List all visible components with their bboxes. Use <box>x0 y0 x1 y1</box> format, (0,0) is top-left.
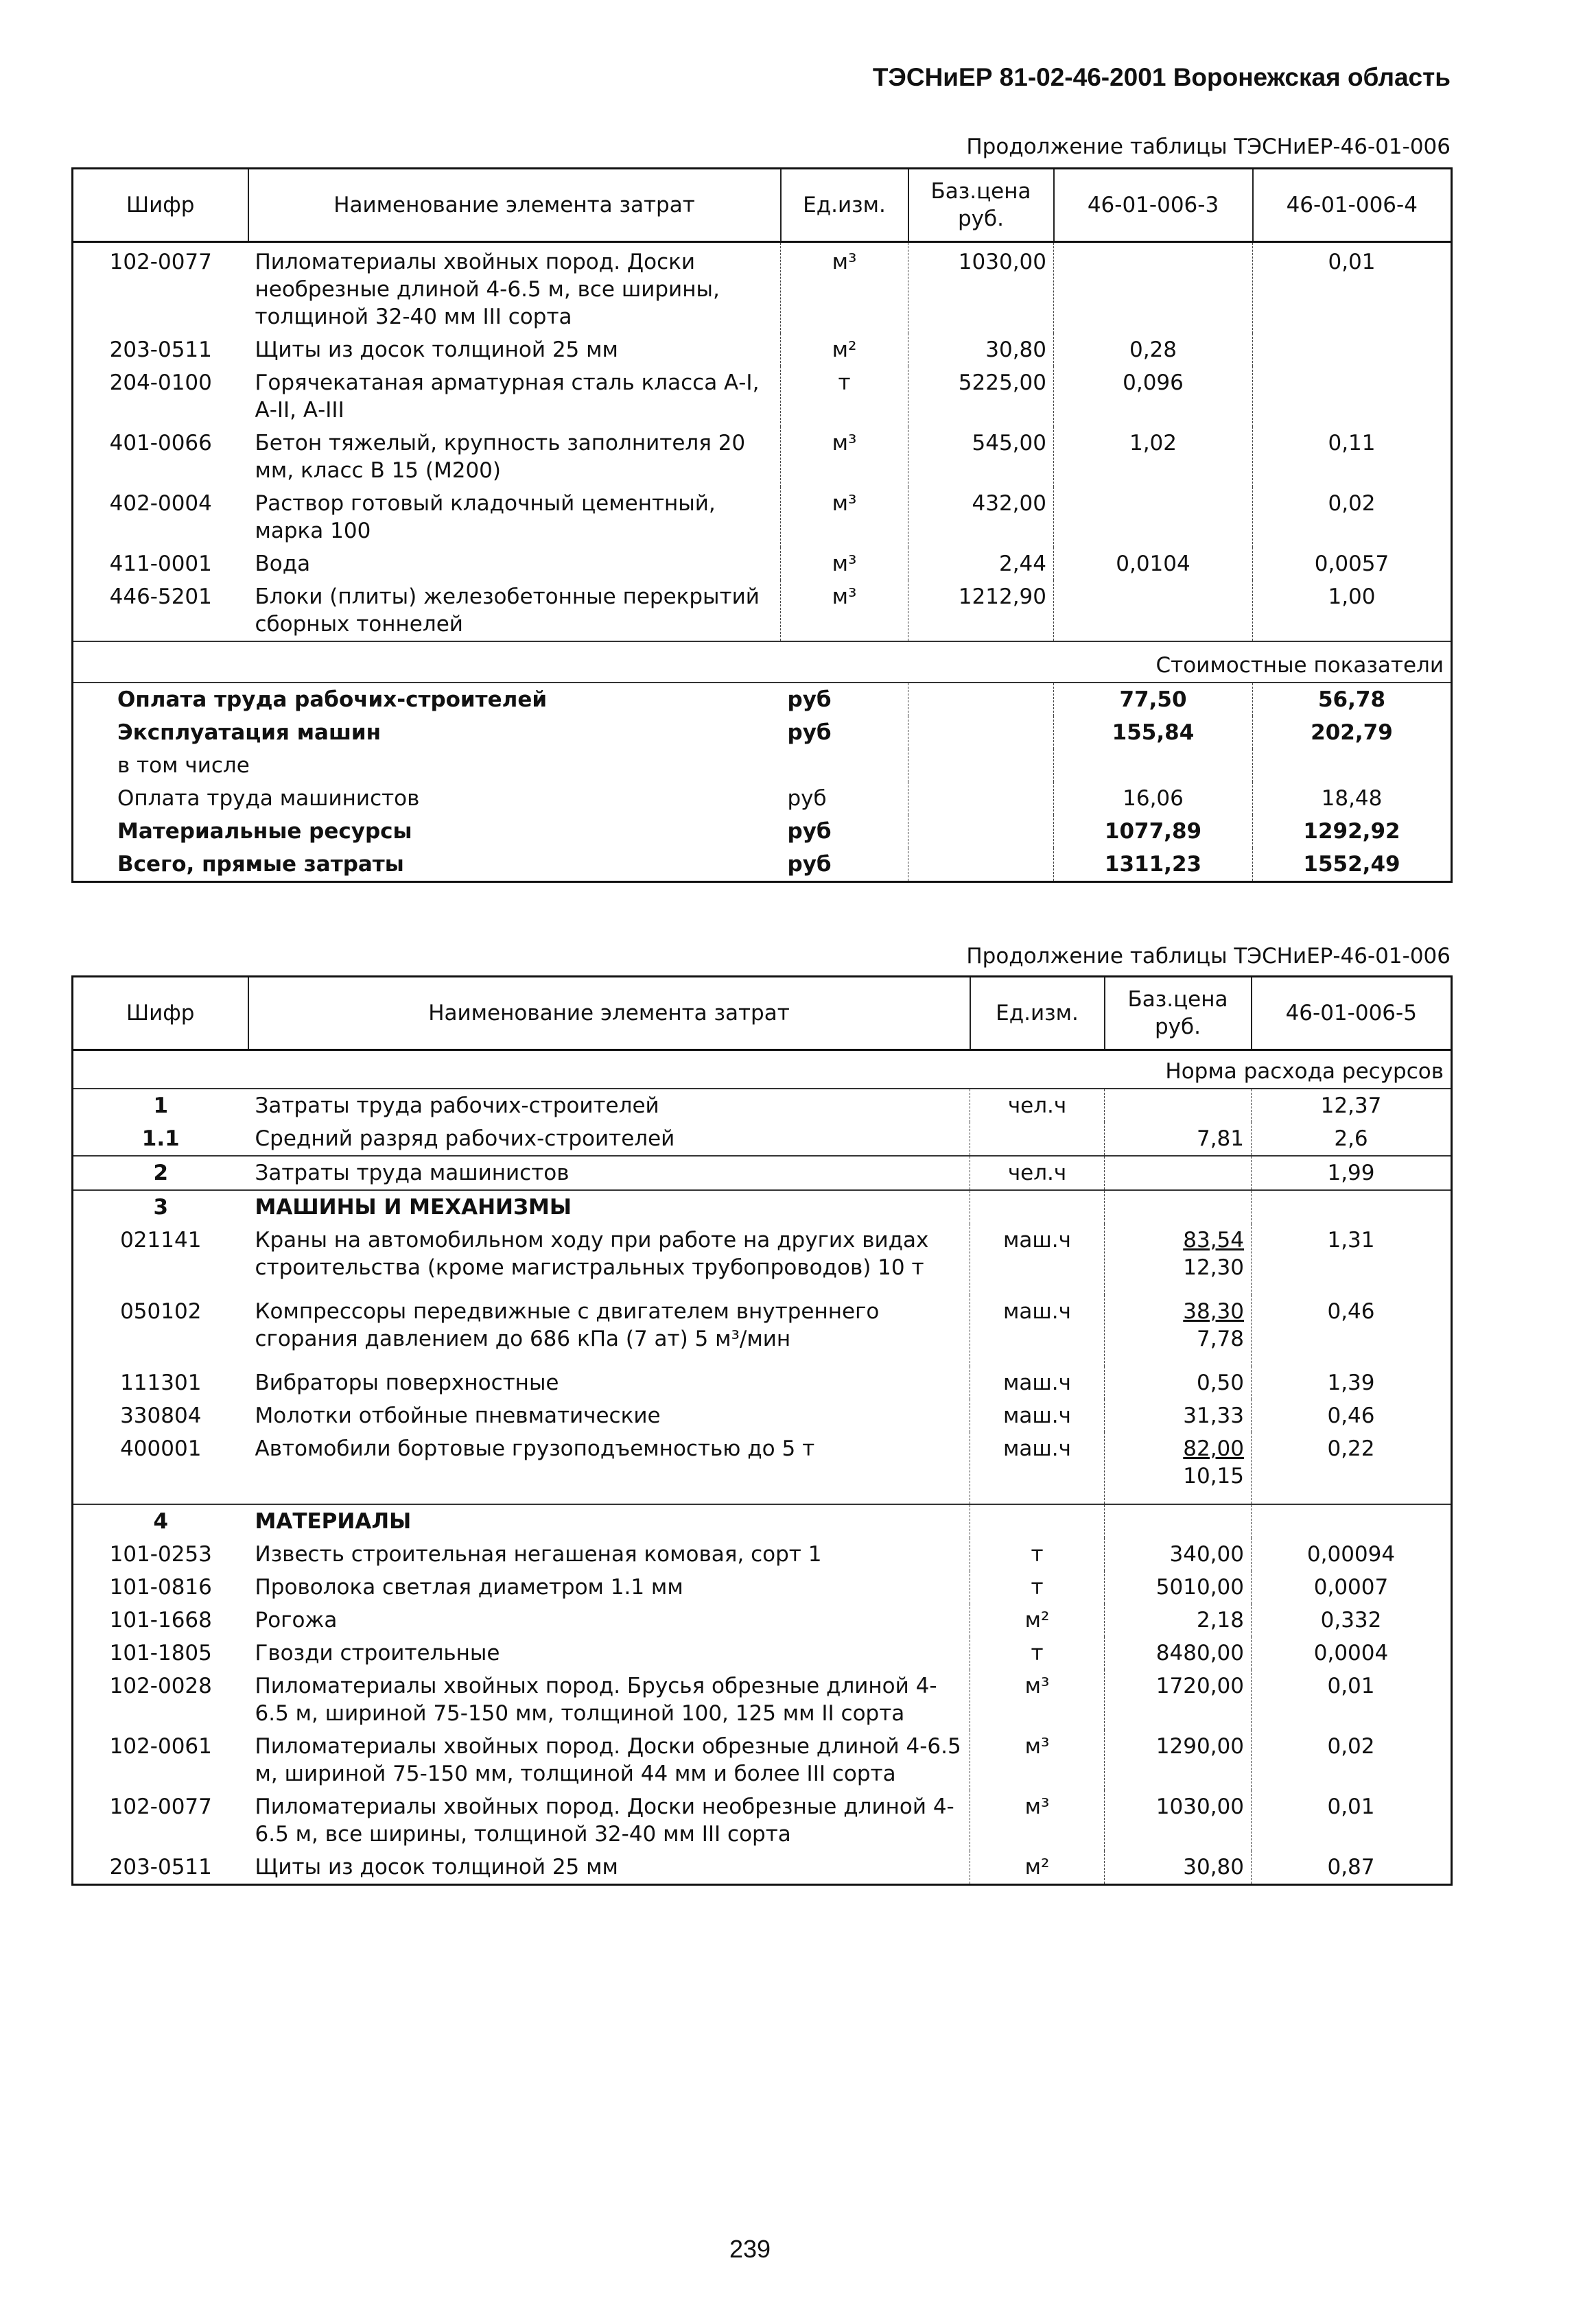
summary-row <box>73 716 1452 749</box>
resource-code: 3 <box>73 1190 248 1224</box>
unit: маш.ч <box>970 1432 1105 1504</box>
resource-code: 111301 <box>120 1371 202 1395</box>
base-price <box>1105 1432 1252 1504</box>
summary-46-01-006-4: 1552,49 <box>1303 852 1400 877</box>
base-price-value: 8480,00 <box>1155 1641 1244 1665</box>
table-row <box>73 1538 1452 1571</box>
base-price-value: 83,54 <box>1183 1228 1244 1253</box>
resource-name: Компрессоры передвижные с двигателем внутреннего сгорания давлением до 686 кПа (7 ат) 5 м³/мин <box>248 1295 970 1366</box>
norm-46-01-006-5: 0,01 <box>1327 1794 1375 1819</box>
base-price <box>1105 1504 1252 1538</box>
base-price-value: 1720,00 <box>1155 1674 1244 1698</box>
base-price: 432,00 <box>908 487 1054 547</box>
base-price-value: 5010,00 <box>1155 1575 1244 1600</box>
unit: т <box>781 366 908 427</box>
norm-46-01-006-5: 1,31 <box>1327 1228 1375 1253</box>
base-price-value: 0,50 <box>1196 1371 1244 1395</box>
norm-46-01-006-5: 0,0004 <box>1313 1641 1389 1665</box>
resource-code: 101-1805 <box>109 1641 212 1665</box>
unit <box>970 1504 1105 1538</box>
unit: м³ <box>970 1790 1105 1851</box>
base-price: 5225,00 <box>908 366 1054 427</box>
unit: маш.ч <box>970 1224 1105 1295</box>
summary-row <box>73 749 1452 782</box>
summary-unit: руб <box>781 683 908 716</box>
resource-code: 2 <box>73 1156 248 1190</box>
resource-code: 101-0253 <box>109 1542 212 1567</box>
resource-code: 102-0077 <box>109 1794 212 1819</box>
norm-46-01-006-5: 0,01 <box>1327 1674 1375 1698</box>
col-header-unit: Ед.изм. <box>781 169 908 242</box>
summary-46-01-006-3: 16,06 <box>1054 782 1253 815</box>
resource-code: 4 <box>73 1504 248 1538</box>
unit: м³ <box>781 427 908 487</box>
norm-46-01-006-4: 0,11 <box>1328 431 1376 455</box>
summary-46-01-006-3 <box>1054 749 1253 782</box>
summary-46-01-006-4: 202,79 <box>1311 720 1393 745</box>
section-row <box>73 641 1452 683</box>
table-row <box>73 1670 1452 1730</box>
resource-name: Раствор готовый кладочный цементный, марка 100 <box>248 487 781 547</box>
base-price-wage-value: 10,15 <box>1183 1464 1244 1489</box>
col-header-46-01-006-4: 46-01-006-4 <box>1253 169 1452 242</box>
norm-46-01-006-3: 0,0104 <box>1054 547 1253 580</box>
resource-name: Молотки отбойные пневматические <box>248 1399 970 1432</box>
norm-46-01-006-5: 0,46 <box>1327 1299 1375 1324</box>
table-row <box>73 1637 1452 1670</box>
resource-name: Пиломатериалы хвойных пород. Доски необрезные длиной 4-6.5 м, все ширины, толщиной 32-40 мм III сорта <box>248 242 781 334</box>
unit: м³ <box>781 487 908 547</box>
summary-unit: руб <box>781 716 908 749</box>
unit: м³ <box>781 580 908 641</box>
table-row <box>73 1366 1452 1399</box>
col-header-46-01-006-3: 46-01-006-3 <box>1054 169 1253 242</box>
table-row <box>73 366 1452 427</box>
unit: м³ <box>970 1670 1105 1730</box>
summary-empty <box>908 683 1054 716</box>
unit: м³ <box>970 1730 1105 1790</box>
unit: чел.ч <box>970 1089 1105 1122</box>
table-row <box>73 1571 1452 1604</box>
base-price <box>1105 1089 1252 1122</box>
base-price-value: 1290,00 <box>1155 1734 1244 1759</box>
norm-46-01-006-5 <box>1252 1504 1452 1538</box>
page-number: 239 <box>729 2235 771 2263</box>
table-row <box>73 1224 1452 1295</box>
resource-code: 400001 <box>120 1436 202 1461</box>
col-header-name: Наименование элемента затрат <box>248 977 970 1050</box>
norm-46-01-006-3: 0,096 <box>1054 366 1253 427</box>
unit: м³ <box>781 242 908 334</box>
resource-name: Средний разряд рабочих-строителей <box>248 1122 970 1156</box>
resource-name: Пиломатериалы хвойных пород. Доски необрезные длиной 4-6.5 м, все ширины, толщиной 32-40 мм III сорта <box>248 1790 970 1851</box>
table-row <box>73 1089 1452 1122</box>
summary-label: Оплата труда машинистов <box>117 786 420 811</box>
base-price: 545,00 <box>908 427 1054 487</box>
norm-46-01-006-5: 0,87 <box>1327 1855 1375 1880</box>
resource-code: 401-0066 <box>109 431 212 455</box>
norm-46-01-006-3 <box>1054 580 1253 641</box>
resource-code: 402-0004 <box>109 491 212 516</box>
base-price-value: 30,80 <box>1183 1855 1244 1880</box>
summary-empty <box>908 815 1054 848</box>
norm-46-01-006-5: 1,39 <box>1327 1371 1375 1395</box>
table-row <box>73 242 1452 334</box>
base-price <box>1105 1156 1252 1190</box>
resource-code: 203-0511 <box>109 1855 212 1880</box>
summary-46-01-006-4: 18,48 <box>1321 786 1383 811</box>
col-header-name: Наименование элемента затрат <box>248 169 781 242</box>
resource-name: Блоки (плиты) железобетонные перекрытий сборных тоннелей <box>248 580 781 641</box>
norm-46-01-006-5 <box>1252 1190 1452 1224</box>
resource-code: 101-0816 <box>109 1575 212 1600</box>
summary-unit: руб <box>781 848 908 882</box>
base-price-value: 38,30 <box>1183 1299 1244 1324</box>
section-label: Стоимостные показатели <box>73 641 1452 683</box>
norm-46-01-006-3: 0,28 <box>1054 333 1253 366</box>
resource-code: 101-1668 <box>109 1608 212 1633</box>
base-price-value: 340,00 <box>1169 1542 1244 1567</box>
col-header-46-01-006-5: 46-01-006-5 <box>1252 977 1452 1050</box>
resource-code: 102-0061 <box>109 1734 212 1759</box>
summary-46-01-006-4: 1292,92 <box>1303 819 1400 844</box>
summary-46-01-006-3: 1077,89 <box>1054 815 1253 848</box>
summary-empty <box>908 782 1054 815</box>
summary-row <box>73 848 1452 882</box>
summary-empty <box>908 716 1054 749</box>
base-price <box>1105 1190 1252 1224</box>
table-row <box>73 1156 1452 1190</box>
table2-caption: Продолжение таблицы ТЭСНиЕР-46-01-006 <box>966 944 1451 969</box>
resource-name: Автомобили бортовые грузоподъемностью до 5 т <box>248 1432 970 1504</box>
resource-name: Вода <box>248 547 781 580</box>
norm-46-01-006-5: 1,99 <box>1252 1156 1452 1190</box>
table-row <box>73 487 1452 547</box>
table-row <box>73 547 1452 580</box>
table-row <box>73 580 1452 641</box>
base-price <box>1105 1730 1252 1790</box>
resource-name: Щиты из досок толщиной 25 мм <box>248 333 781 366</box>
norm-46-01-006-5: 12,37 <box>1252 1089 1452 1122</box>
unit <box>970 1190 1105 1224</box>
col-header-code: Шифр <box>73 977 248 1050</box>
base-price: 30,80 <box>908 333 1054 366</box>
col-header-code: Шифр <box>73 169 248 242</box>
resource-name: Проволока светлая диаметром 1.1 мм <box>248 1571 970 1604</box>
summary-unit: руб <box>781 782 908 815</box>
resource-name: Гвозди строительные <box>248 1637 970 1670</box>
resource-code: 411-0001 <box>109 552 212 576</box>
norm-46-01-006-5: 0,0007 <box>1313 1575 1389 1600</box>
base-price-value: 7,81 <box>1196 1126 1244 1151</box>
resource-code: 102-0077 <box>109 250 212 274</box>
resource-code: 021141 <box>120 1228 202 1253</box>
base-price <box>1105 1604 1252 1637</box>
summary-label: Эксплуатация машин <box>117 720 382 745</box>
base-price <box>1105 1366 1252 1399</box>
table1 <box>71 167 1453 883</box>
base-price: 1212,90 <box>908 580 1054 641</box>
summary-46-01-006-3: 155,84 <box>1054 716 1253 749</box>
norm-46-01-006-5: 0,00094 <box>1306 1542 1396 1567</box>
summary-row <box>73 782 1452 815</box>
table-row <box>73 1851 1452 1885</box>
resource-code: 330804 <box>120 1403 202 1428</box>
base-price <box>1105 1670 1252 1730</box>
unit: м² <box>781 333 908 366</box>
resource-name: МАТЕРИАЛЫ <box>248 1504 970 1538</box>
resource-name: Затраты труда рабочих-строителей <box>248 1089 970 1122</box>
resource-code: 1 <box>73 1089 248 1122</box>
table-row <box>73 427 1452 487</box>
base-price-value: 82,00 <box>1183 1436 1244 1461</box>
base-price <box>1105 1571 1252 1604</box>
summary-unit <box>781 749 908 782</box>
base-price <box>1105 1637 1252 1670</box>
summary-46-01-006-3: 77,50 <box>1054 683 1253 716</box>
norm-46-01-006-4: 0,01 <box>1328 250 1376 274</box>
base-price-value: 1030,00 <box>1155 1794 1244 1819</box>
resource-code: 1.1 <box>141 1126 180 1151</box>
table1-header-row <box>73 169 1452 242</box>
unit: маш.ч <box>970 1295 1105 1366</box>
resource-name: Рогожа <box>248 1604 970 1637</box>
summary-46-01-006-4 <box>1253 749 1452 782</box>
norm-46-01-006-5: 0,46 <box>1327 1403 1375 1428</box>
unit: м² <box>970 1604 1105 1637</box>
base-price-wage-value: 7,78 <box>1196 1327 1244 1351</box>
norm-46-01-006-5: 0,02 <box>1327 1734 1375 1759</box>
resource-name: Пиломатериалы хвойных пород. Брусья обрезные длиной 4-6.5 м, шириной 75-150 мм, толщиной 100, 125 мм II сорта <box>248 1670 970 1730</box>
document-header: ТЭСНиЕР 81-02-46-2001 Воронежская область <box>872 63 1451 91</box>
base-price: 1030,00 <box>908 242 1054 334</box>
section-row <box>73 1050 1452 1089</box>
table-row <box>73 1730 1452 1790</box>
norm-46-01-006-3: 1,02 <box>1054 427 1253 487</box>
summary-empty <box>908 749 1054 782</box>
table-row <box>73 333 1452 366</box>
norm-46-01-006-5: 0,332 <box>1320 1608 1382 1633</box>
table-row <box>73 1399 1452 1432</box>
summary-46-01-006-3: 1311,23 <box>1054 848 1253 882</box>
summary-empty <box>908 848 1054 882</box>
base-price <box>1105 1790 1252 1851</box>
resource-name: Затраты труда машинистов <box>248 1156 970 1190</box>
unit: маш.ч <box>970 1366 1105 1399</box>
unit: м³ <box>781 547 908 580</box>
norm-46-01-006-5: 0,22 <box>1327 1436 1375 1461</box>
base-price-value: 2,18 <box>1196 1608 1244 1633</box>
resource-code: 050102 <box>120 1299 202 1324</box>
resource-name: Щиты из досок толщиной 25 мм <box>248 1851 970 1885</box>
table-row <box>73 1190 1452 1224</box>
base-price-value: 31,33 <box>1183 1403 1244 1428</box>
resource-name: МАШИНЫ И МЕХАНИЗМЫ <box>248 1190 970 1224</box>
table-row <box>73 1122 1452 1156</box>
table1-caption: Продолжение таблицы ТЭСНиЕР-46-01-006 <box>966 134 1451 159</box>
col-header-unit: Ед.изм. <box>970 977 1105 1050</box>
resource-name: Вибраторы поверхностные <box>248 1366 970 1399</box>
norm-46-01-006-4 <box>1253 333 1452 366</box>
base-price: 2,44 <box>908 547 1054 580</box>
unit: т <box>970 1637 1105 1670</box>
summary-unit: руб <box>781 815 908 848</box>
base-price <box>1105 1295 1252 1366</box>
unit: м² <box>970 1851 1105 1885</box>
norm-46-01-006-4: 0,0057 <box>1314 552 1389 576</box>
resource-code: 203-0511 <box>109 337 212 362</box>
summary-label: Всего, прямые затраты <box>117 852 404 877</box>
summary-label: в том числе <box>117 753 250 778</box>
base-price-wage-value: 12,30 <box>1183 1255 1244 1280</box>
summary-label: Материальные ресурсы <box>117 819 412 844</box>
norm-46-01-006-4: 0,02 <box>1328 491 1376 516</box>
table-row <box>73 1790 1452 1851</box>
table2 <box>71 975 1453 1886</box>
table-row <box>73 1504 1452 1538</box>
table-row <box>73 1295 1452 1366</box>
section-label: Норма расхода ресурсов <box>73 1050 1452 1089</box>
table2-header-row <box>73 977 1452 1050</box>
base-price <box>1105 1122 1252 1156</box>
unit: т <box>970 1571 1105 1604</box>
norm-46-01-006-4: 1,00 <box>1328 584 1376 609</box>
base-price <box>1105 1851 1252 1885</box>
norm-46-01-006-4 <box>1253 366 1452 427</box>
base-price <box>1105 1399 1252 1432</box>
summary-row <box>73 815 1452 848</box>
resource-name: Краны на автомобильном ходу при работе на других видах строительства (кроме магистральных трубопроводов) 10 т <box>248 1224 970 1295</box>
resource-name: Бетон тяжелый, крупность заполнителя 20 мм, класс В 15 (М200) <box>248 427 781 487</box>
norm-46-01-006-5: 2,6 <box>1334 1126 1368 1151</box>
norm-46-01-006-3 <box>1054 487 1253 547</box>
table-row <box>73 1604 1452 1637</box>
base-price <box>1105 1538 1252 1571</box>
summary-label: Оплата труда рабочих-строителей <box>73 683 781 716</box>
unit: т <box>970 1538 1105 1571</box>
resource-code: 204-0100 <box>109 370 212 395</box>
base-price <box>1105 1224 1252 1295</box>
norm-46-01-006-3 <box>1054 242 1253 334</box>
unit: чел.ч <box>970 1156 1105 1190</box>
unit: маш.ч <box>970 1399 1105 1432</box>
summary-46-01-006-4: 56,78 <box>1253 683 1452 716</box>
summary-row <box>73 683 1452 716</box>
col-header-base-price: Баз.цена руб. <box>908 169 1054 242</box>
unit <box>970 1122 1105 1156</box>
resource-name: Пиломатериалы хвойных пород. Доски обрезные длиной 4-6.5 м, шириной 75-150 мм, толщиной 44 мм и более III сорта <box>248 1730 970 1790</box>
resource-code: 446-5201 <box>109 584 212 609</box>
col-header-base-price: Баз.цена руб. <box>1105 977 1252 1050</box>
resource-name: Горячекатаная арматурная сталь класса А-I, А-II, А-III <box>248 366 781 427</box>
table-row <box>73 1432 1452 1504</box>
resource-code: 102-0028 <box>109 1674 212 1698</box>
resource-name: Известь строительная негашеная комовая, сорт 1 <box>248 1538 970 1571</box>
